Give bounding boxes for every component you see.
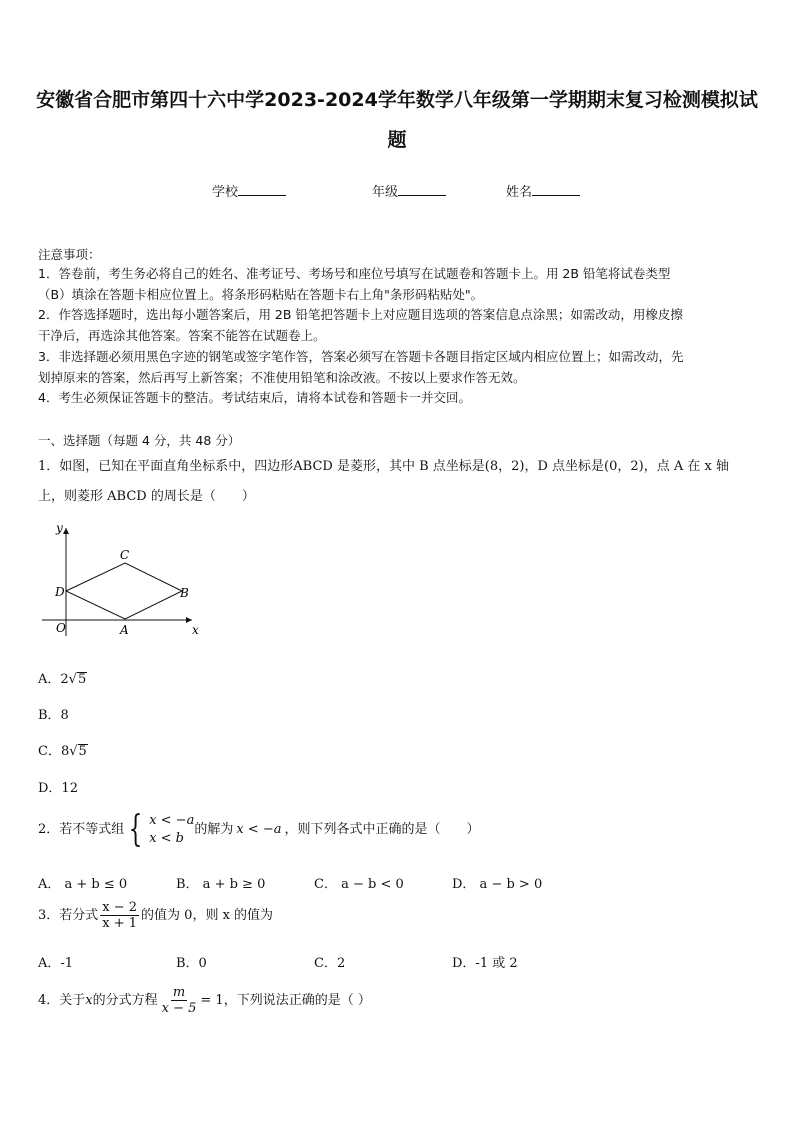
option-a-prefix: A． [38,672,61,687]
option-a-coef: 2 [60,672,69,687]
q1-option-a: A．2√5 [38,672,87,687]
name-field [506,181,580,200]
rhombus-figure [36,520,206,640]
label-a: A [120,623,129,637]
label-b: B [180,586,189,600]
page-title-line1: 安徽省合肥市第四十六中学2023-2024学年数学八年级第一学期期末复习检测模拟试 [36,89,758,111]
q2-option-d: D． a − b > 0 [452,877,543,892]
option-c-coef: 8 [60,744,70,759]
q2-prefix: 2．若不等式组 [38,822,125,837]
q1-text-line2: 上，则菱形 ABCD 的周长是（ ） [38,489,255,504]
brace-icon: { [128,809,143,850]
q4-prefix: 4．关于 [38,992,86,1008]
q1-text-line1: 1．如图，已知在平面直角坐标系中，四边形ABCD 是菱形，其中 B 点坐标是(8，2)，D 点坐标是(0，2)，点 A 在 x 轴 [38,459,729,474]
notice-line: 1．答卷前，考生务必将自己的姓名、准考证号、考场号和座位号填写在试题卷和答题卡上。用 2B 铅笔将试卷类型 [38,266,671,281]
y-axis-arrow [63,528,69,534]
q4-fraction [160,985,199,1016]
q3-denominator: x + 1 [102,916,138,931]
label-d: D [55,585,65,599]
q4-numerator: m [172,985,186,1000]
label-c: C [120,548,130,562]
school-field [212,181,286,200]
rhombus-shape [66,563,182,619]
notice-line: （B）填涂在答题卡相应位置上。将条形码粘贴在答题卡右上角"条形码粘贴处"。 [38,287,484,302]
q2-solution: x < −a [236,822,282,837]
q2-mid: 的解为 [194,822,234,837]
q4-suffix: ，下列说法正确的是（ ） [223,992,371,1008]
page-title-line2: 题 [387,129,407,151]
q3-option-a: A．-1 [38,956,74,971]
notice-heading: 注意事项： [38,247,101,262]
option-c-prefix: C． [38,744,61,759]
notice-line: 3．非选择题必须用黑色字迹的钢笔或签字笔作答，答案必须写在答题卡各题目指定区域内相应位置上；如需改动，先 [38,349,684,364]
q2-option-a: A． a + b ≤ 0 [38,877,128,892]
q4-denominator: x − 5 [161,1001,197,1016]
notice-line: 4．考生必须保证答题卡的整洁。考试结束后，请将本试卷和答题卡一并交回。 [38,390,471,405]
grade-blank [398,183,446,196]
label-y: y [56,521,63,535]
q3-prefix: 3．若分式 [38,907,99,923]
q4-var: x [85,992,93,1008]
section-heading: 一、选择题（每题 4 分，共 48 分） [38,433,241,448]
grade-field [372,181,446,200]
school-blank [238,183,286,196]
label-o: O [56,621,66,635]
q3-text [38,900,758,931]
label-x: x [192,623,199,637]
q4-text [38,985,758,1016]
option-a-radicand: 5 [77,672,87,687]
inequality-system [124,809,195,850]
q2-option-c: C． a − b < 0 [314,877,404,892]
q2-suffix: ，则下列各式中正确的是（ ） [284,822,480,837]
grade-label: 年级 [372,185,399,200]
notice-line: 划掉原来的答案，然后再写上新答案；不准使用铅笔和涂改液。不按以上要求作答无效。 [38,370,526,385]
school-label: 学校 [212,185,239,200]
q4-equals: = 1 [200,992,224,1008]
option-c-radicand: 5 [78,744,87,759]
q2-text [38,809,758,850]
q3-option-c: C．2 [314,956,346,971]
q1-option-b: B．8 [38,708,69,723]
q3-fraction [100,900,139,931]
q3-suffix: 的值为 0，则 x 的值为 [141,907,274,923]
q1-option-c: C．8√5 [38,744,87,759]
system-row-1: x < −a [149,813,195,828]
notice-line: 2．作答选择题时，选出每小题答案后，用 2B 铅笔把答题卡上对应题目选项的答案信息点涂黑；如需改动，用橡皮擦 [38,307,683,322]
name-blank [532,183,580,196]
q1-option-d: D．12 [38,781,78,796]
q3-option-b: B．0 [176,956,207,971]
q3-option-d: D．-1 或 2 [452,956,518,971]
name-label: 姓名 [506,185,533,200]
notice-line: 干净后，再选涂其他答案。答案不能答在试题卷上。 [38,328,326,343]
system-row-2: x < b [149,831,184,846]
q4-mid: 的分式方程 [92,992,158,1008]
q2-option-b: B． a + b ≥ 0 [176,877,266,892]
q3-numerator: x − 2 [102,900,138,915]
